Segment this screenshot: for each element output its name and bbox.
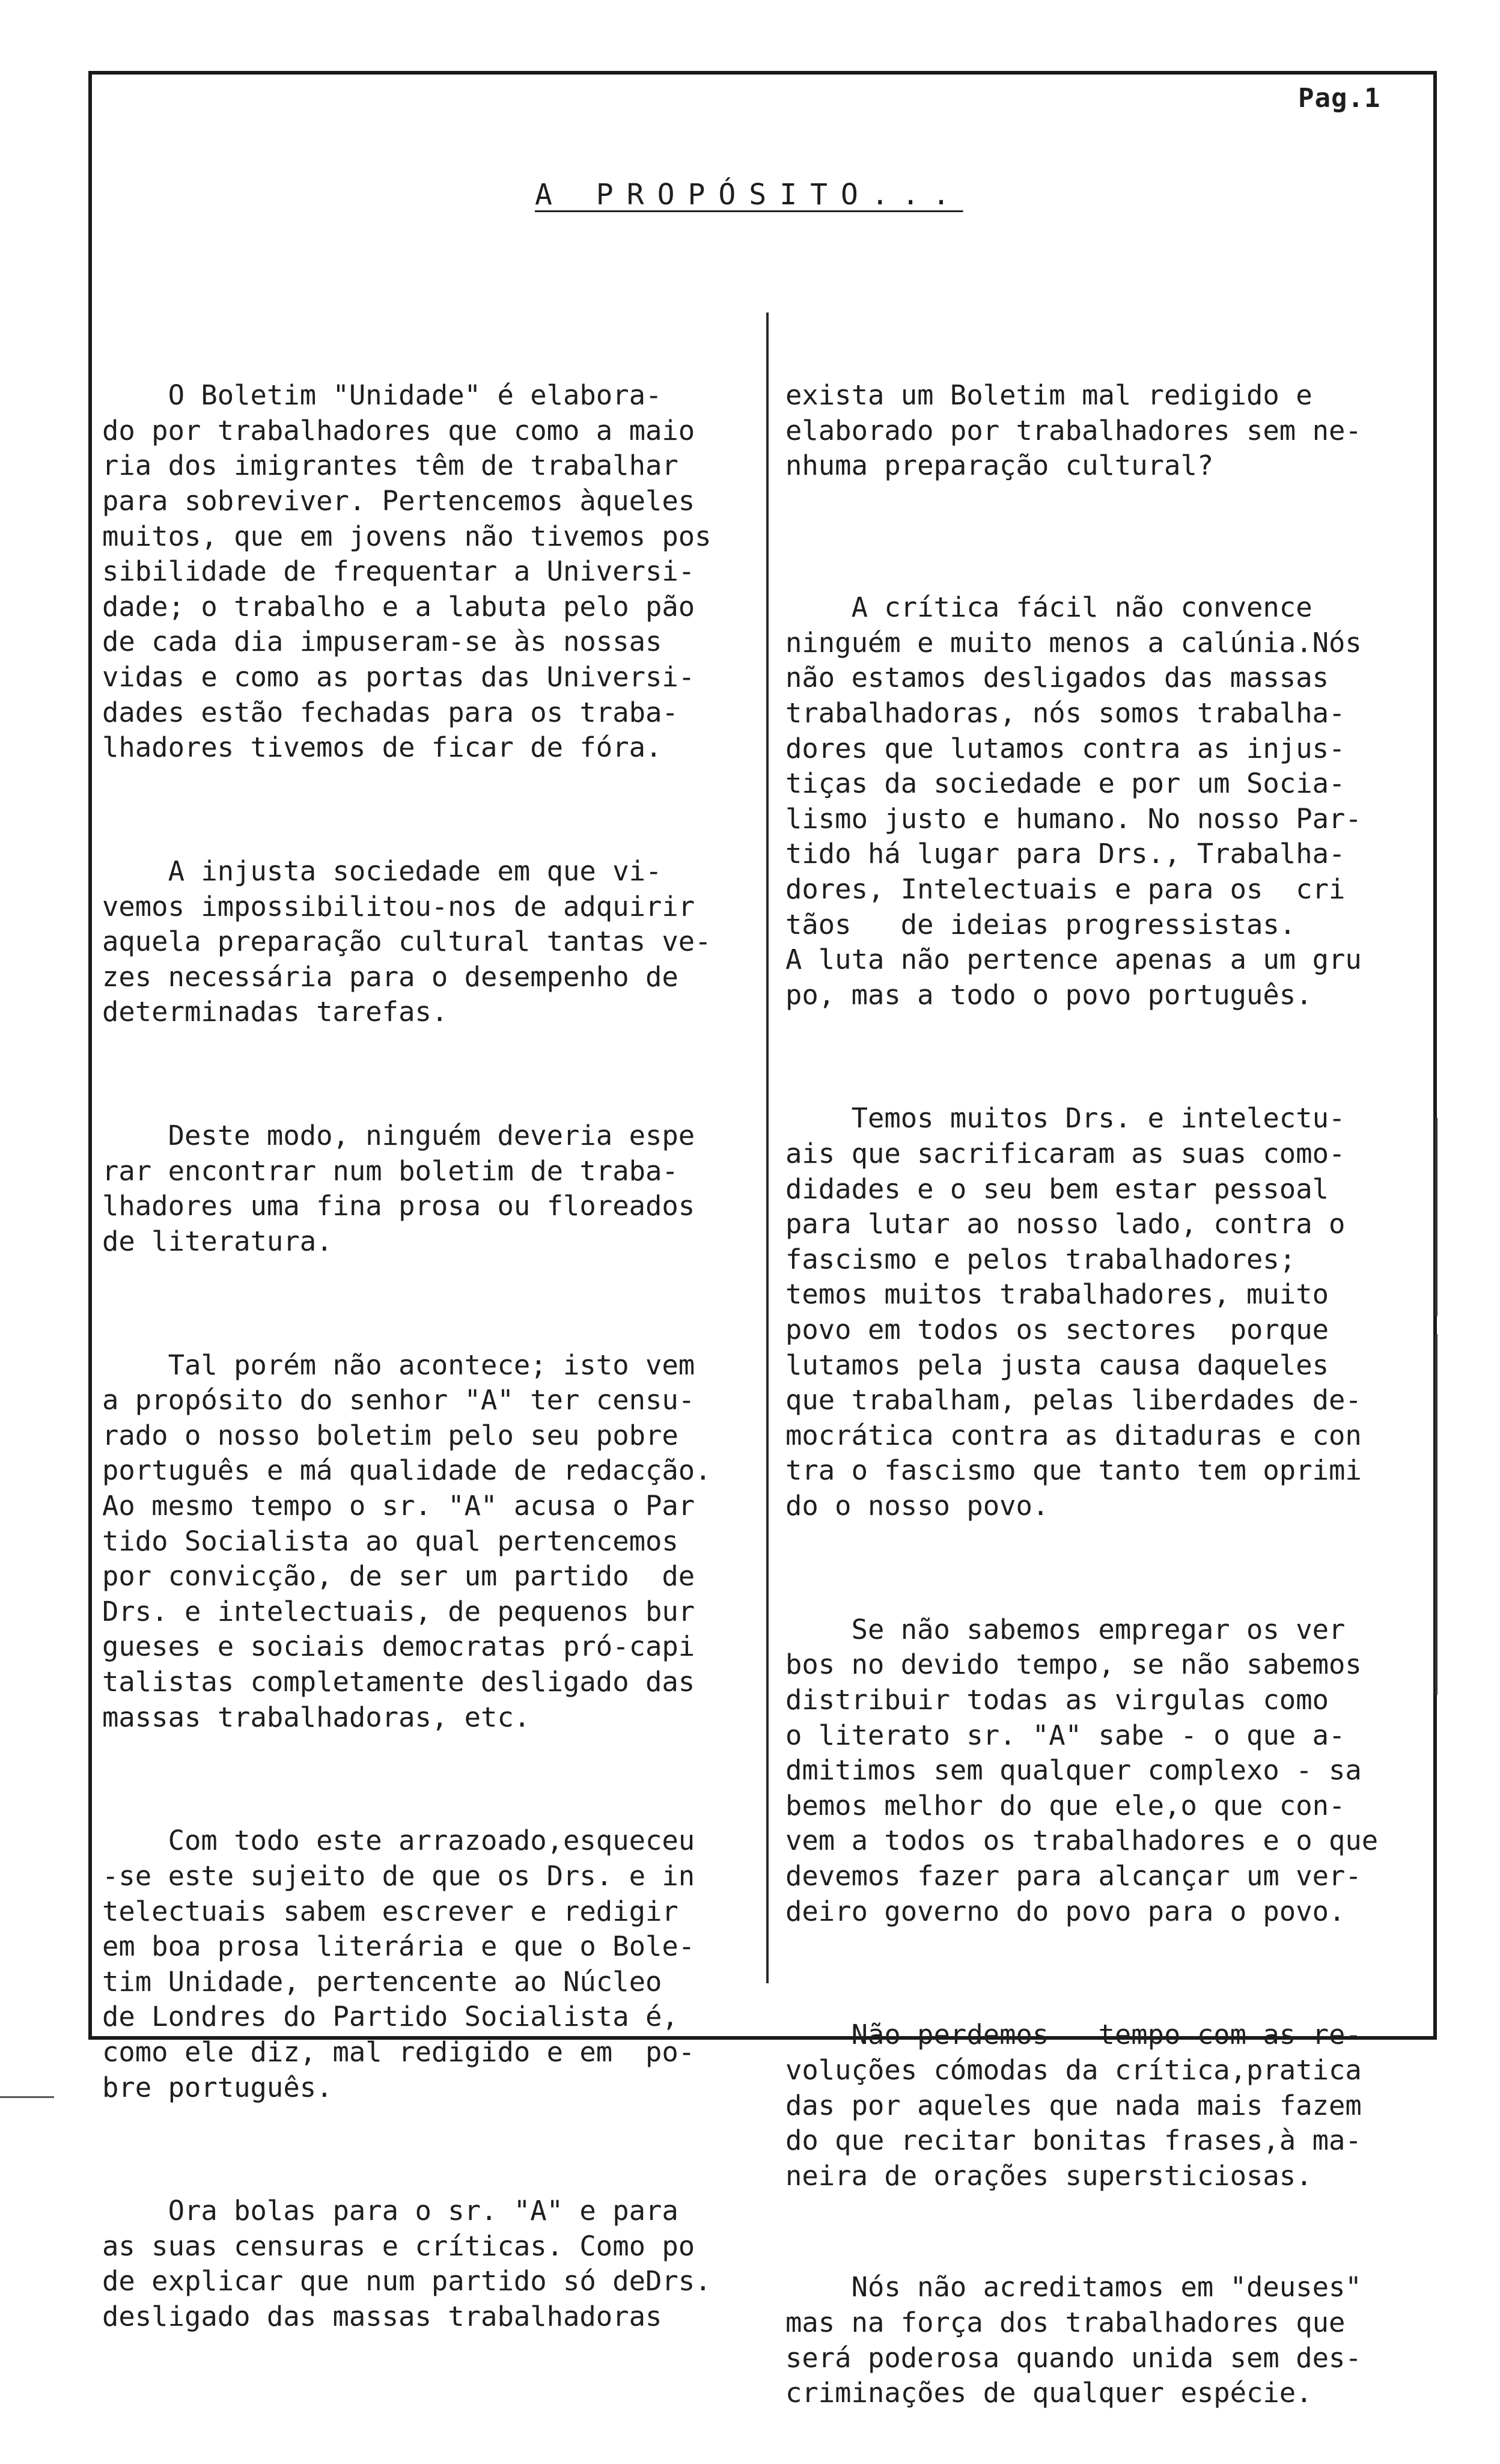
paragraph: Tal porém não acontece; isto vem a propósito do senhor "A" ter censu- rado o nosso boletim pelo seu pobre português e má qualidade de redacção. Ao mesmo tempo o sr. "A" acusa o Par tido Socialista ao qual pertencemos por convicção, de ser um partido de Drs. e intelectuais, de pequenos bur gueses e sociais democratas pró-capi talistas completamente desligado das massas trabalhadoras, etc. [102, 1349, 712, 1733]
right-column [785, 308, 1378, 2464]
paragraph: Temos muitos Drs. e intelectu- ais que sacrificaram as suas como- didades e o seu bem estar pessoal para lutar ao nosso lado, contra o fascismo e pelos trabalhadores; temos muitos trabalhadores, muito povo em todos os sectores porque lutamos pela justa causa daqueles que trabalham, pelas liberdades de- mocrática contra as ditaduras e con tra o fascismo que tanto tem oprimi do o nosso povo. [785, 1102, 1362, 1522]
paragraph: Se não sabemos empregar os ver bos no devido tempo, se não sabemos distribuir todas as virgulas como o literato sr. "A" sabe - o que a- dmitimos sem qualquer complexo - sa bemos melhor do que ele,o que con- vem a todos os trabalhadores e o que devemos fazer para alcançar um ver- deiro governo do povo para o povo. [785, 1613, 1379, 1927]
margin-mark [1435, 1118, 1438, 1316]
paragraph: Nós não acreditamos em "deuses" mas na força dos trabalhadores que será poderosa quando unida sem des- criminações de qualquer espécie. [785, 2271, 1362, 2409]
page-number: Pag.1 [1298, 83, 1381, 114]
margin-mark [1435, 1334, 1438, 1695]
paragraph: exista um Boletim mal redigido e elaborado por trabalhadores sem ne- nhuma preparação cultural? [785, 379, 1362, 482]
paragraph: A crítica fácil não convence ninguém e muito menos a calúnia.Nós não estamos desligados das massas trabalhadoras, nós somos trabalha- dores que lutamos contra as injus- tiças da sociedade e por um Socia- lismo justo e humano. No nosso Par- tido há lugar para Drs., Trabalha- dores, Intelectuais e para os cri tãos de ideias progressistas. A luta não pertence apenas a um gru po, mas a todo o povo português. [785, 591, 1362, 1011]
left-column [102, 308, 712, 2388]
paragraph: Com todo este arrazoado,esqueceu -se este sujeito de que os Drs. e in telectuais sabem escrever e redigir em boa prosa literária e que o Bole- tim Unidade, pertencente ao Núcleo de Londres do Partido Socialista é, como ele diz, mal redigido e em po- bre português. [102, 1825, 695, 2103]
paragraph: Ora bolas para o sr. "A" e para as suas censuras e críticas. Como po de explicar que num partido só deDrs. desligado das massas trabalhadoras [102, 2195, 712, 2333]
paragraph: Deste modo, ninguém deveria espe rar encontrar num boletim de traba- lhadores uma fina prosa ou floreados de literatura. [102, 1120, 695, 1257]
article-title: A PROPÓSITO... [535, 178, 963, 212]
paragraph: Não perdemos tempo com as re- voluções cómodas da crítica,pratica das por aqueles que nada mais fazem do que recitar bonitas frases,à ma- neira de orações supersticiosas. [785, 2019, 1362, 2192]
scan-edge-mark [0, 2096, 54, 2098]
paragraph: O Boletim "Unidade" é elabora- do por trabalhadores que como a maio ria dos imigrantes têm de trabalhar para sobreviver. Pertencemos àqueles muitos, que em jovens não tivemos pos sibilidade de frequentar a Universi- dade; o trabalho e a labuta pelo pão de cada dia impuseram-se às nossas vidas e como as portas das Universi- dades estão fechadas para os traba- lhadores tivemos de ficar de fóra. [102, 379, 712, 764]
column-divider [766, 313, 769, 1983]
paragraph: A injusta sociedade em que vi- vemos impossibilitou-nos de adquirir aquela preparação cultural tantas ve- zes necessária para o desempenho de determinadas tarefas. [102, 855, 712, 1028]
